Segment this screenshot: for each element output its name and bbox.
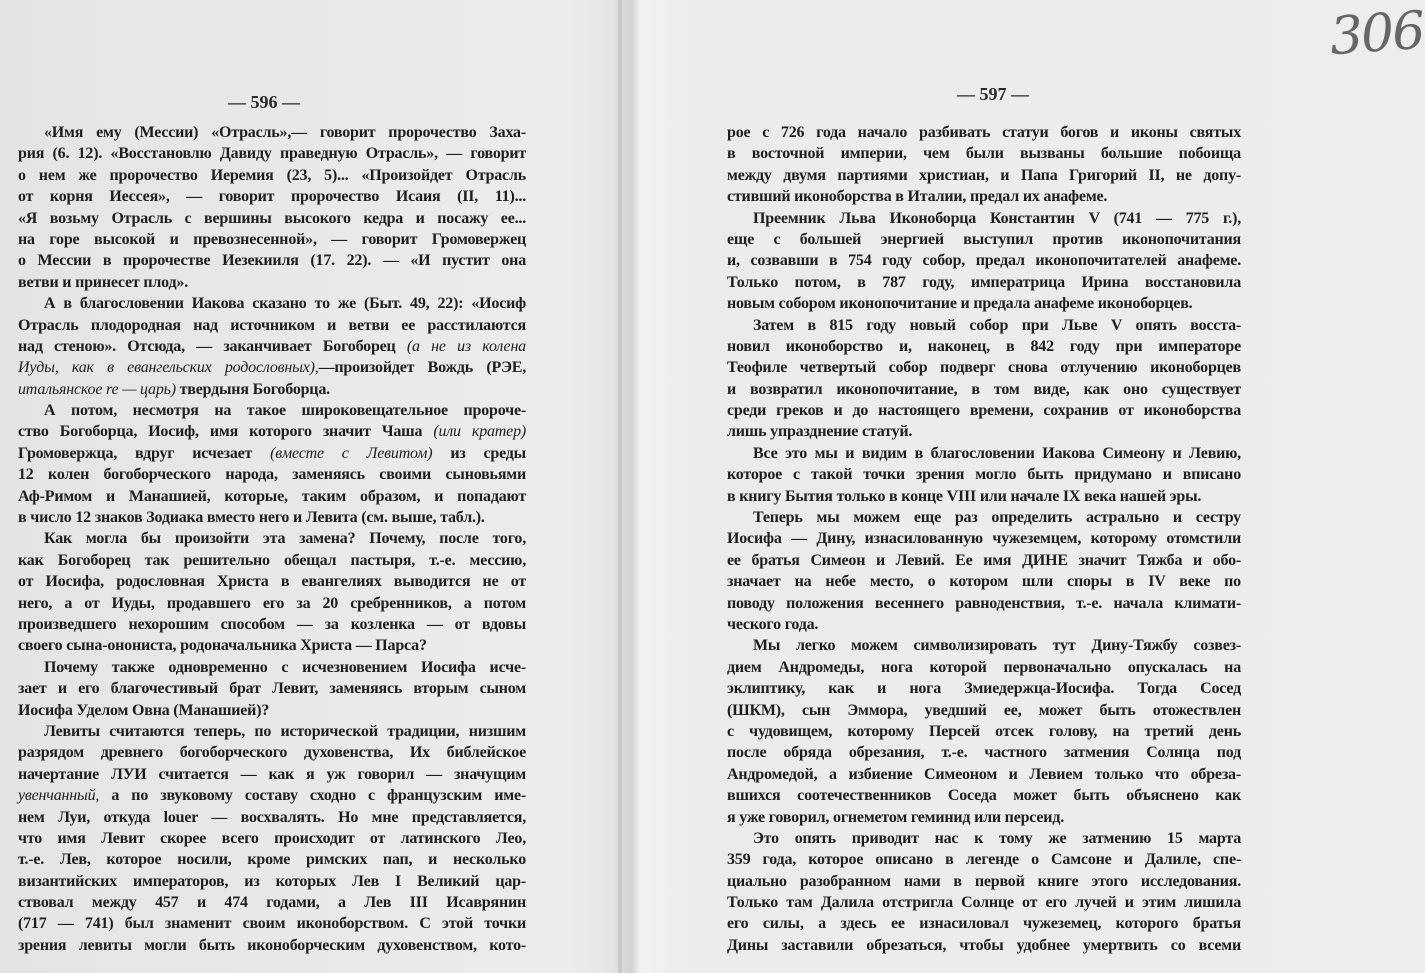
text-line: него, а от Иуды, продавшего его за 20 сребренников, а потом <box>18 594 526 612</box>
text-line <box>18 443 526 464</box>
text-line: между двумя партиями христиан, и Папа Григорий II, не допу- <box>727 166 1241 184</box>
text-line: что имя Левит скорее всего происходит от латинского Лео, <box>18 829 526 847</box>
text-segment: ство Богоборца, Иосиф, имя которого значит Чаша <box>18 423 434 441</box>
text-line: как Богоборец так решительно обещал пастыря, т.-е. мессию, <box>18 551 526 569</box>
italic-text: увенчанный, <box>18 787 100 805</box>
text-line: Как могла бы произойти эта замена? Почему, после того, <box>44 530 526 548</box>
text-line: от Иосифа, родословная Христа в евангелиях выводится не от <box>18 573 526 591</box>
text-line <box>18 379 526 400</box>
text-line: Это опять приводит нас к тому же затмению 15 марта <box>753 829 1241 847</box>
text-line: «Я возьму Отрасль с вершины высокого кедра и посажу ее... <box>18 209 526 227</box>
page-body <box>18 122 526 956</box>
book-gutter <box>618 0 622 973</box>
text-line: Теперь мы можем еще раз определить астрально и сестру <box>753 509 1241 527</box>
text-line: дием Андромеды, нога которой первоначально опускалась на <box>727 658 1241 676</box>
text-line: на горе высокой и превознесенной», — говорит Громовержец <box>18 230 526 248</box>
text-line: Дины заставили обрезаться, чтобы удобнее умертвить со всеми <box>727 936 1241 954</box>
text-line: Почему также одновременно с исчезновением Иосифа исче- <box>44 658 526 676</box>
text-segment: твердыня Богоборца. <box>175 380 330 398</box>
text-line: эклиптику, как и нога Змиедержца-Иосифа. Тогда Сосед <box>727 680 1241 698</box>
text-line: о нем же пророчество Иеремия (23, 5)... «Произойдет Отрасль <box>18 166 526 184</box>
text-line <box>18 785 526 806</box>
text-line: Левиты считаются теперь, по исторической традиции, низшим <box>44 722 526 740</box>
italic-text: (а не из колена <box>406 337 526 355</box>
text-line: новым собором иконопочитание и предала анафеме иконоборцев. <box>727 295 1193 313</box>
text-line: рое с 726 года начало разбивать статуи богов и иконы святых <box>727 124 1241 141</box>
page-number: — 597 — <box>957 84 1029 104</box>
text-line: ствовал между 457 и 474 годами, а Лев III Исаврянин <box>18 894 526 912</box>
text-line: и возвратил иконопочитание, в том виде, как оно существует <box>727 380 1241 398</box>
text-line: Теофиле четвертый собор подверг снова отлучению иконоборцев <box>727 359 1241 377</box>
text-line: рия (6. 12). «Восстановлю Давиду праведную Отрасль», — говорит <box>18 145 526 163</box>
text-line: ее братья Симеон и Левий. Ее имя ДИНЕ значит Тяжба и обо- <box>727 551 1241 569</box>
text-line: ветви и принесет плод». <box>18 273 189 291</box>
page-number: — 596 — <box>228 92 300 112</box>
text-line: я уже говорил, огнеметом геминид или персеид. <box>727 808 1065 826</box>
text-line: произведшего нехорошим способом — за козленка — от вдовы <box>18 615 526 633</box>
text-line: Отрасль плодородная над источником и ветви ее расстилаются <box>18 316 526 334</box>
right-page <box>727 0 1241 973</box>
text-line: Андромедой, а избиение Симеоном и Левием только что обреза- <box>727 765 1241 783</box>
text-line: Мы легко можем символизировать тут Дину-Тяжбу созвез- <box>753 637 1241 655</box>
text-line: зрения левиты могли быть иконоборческим духовенством, кото- <box>18 936 526 954</box>
text-line <box>18 357 526 378</box>
text-line: византийских императоров, из которых Лев I Великий цар- <box>18 872 526 890</box>
text-line: Иосифа — Дину, изнасилованную чужеземцем, которому отомстили <box>727 530 1241 548</box>
text-line: значает на небе место, о котором шли споры в IV веке по <box>727 573 1241 591</box>
text-line <box>18 421 526 442</box>
text-line: лишь упразднение статуй. <box>727 423 913 441</box>
text-line: т.-е. Лев, которое носили, кроме римских пап, и несколько <box>18 851 526 869</box>
text-line <box>18 336 526 357</box>
text-segment: над стеною». Отсюда, — заканчивает Богоборец <box>18 337 407 355</box>
text-line: (717 — 741) был знаменит своим иконоборством. С этой точки <box>18 915 526 933</box>
text-segment: а по звуковому составу сходно с французским име- <box>99 787 526 805</box>
text-line: Только там Далила отстригла Солнце от его лучей и этим лишила <box>727 894 1241 912</box>
text-line: «Имя ему (Мессии) «Отрасль»,— говорит пророчество Заха- <box>44 124 526 141</box>
text-line: поводу положения весеннего равноденствия, т.-е. начала климати- <box>727 594 1241 612</box>
text-line: и, созвавши в 754 году собор, предал иконопочитателей анафеме. <box>727 252 1241 270</box>
text-segment: Громовержца, вдруг исчезает <box>18 444 271 462</box>
text-line: (ШКМ), сын Эммора, уведший ее, может быть отожествлен <box>727 701 1241 719</box>
text-line: циально разобранном нами в первой книге этого исследования. <box>727 872 1241 890</box>
text-line: Преемник Льва Иконоборца Константин V (741 — 775 г.), <box>753 209 1241 227</box>
italic-text: Иуды, как в евангельских родословных), <box>18 359 319 377</box>
text-line: которое с такой точки зрения могло быть придумано и вписано <box>727 466 1241 484</box>
text-line: начертание ЛУИ считается — как я уж говорил — значущим <box>18 765 526 783</box>
text-line: от корня Иессея», — говорит пророчество Исаия (II, 11)... <box>18 188 526 206</box>
text-line: вшихся соотечественников Соседа может быть объяснено как <box>727 787 1241 805</box>
left-page <box>18 0 526 973</box>
text-segment: из среды <box>432 444 526 462</box>
italic-text: (или кратер) <box>433 423 526 441</box>
text-line: в книгу Бытия только в конце VIII или начале IX века нашей эры. <box>727 487 1202 505</box>
text-line: с чудовищем, которому Персей отсек голову, на третий день <box>727 722 1241 740</box>
text-line: стивший иконоборства в Италии, предал их анафеме. <box>727 188 1108 206</box>
text-segment: —произойдет Вождь (РЭЕ, <box>318 359 526 377</box>
text-line: Только потом, в 787 году, императрица Ирина восстановила <box>727 273 1241 291</box>
text-line: ческого года. <box>727 615 819 633</box>
text-line: после обряда обрезания, т.-е. частного затмения Солнца под <box>727 744 1241 762</box>
text-line: А потом, несмотря на такое широковещательное пророче- <box>44 402 526 420</box>
italic-text: итальянское re — царь) <box>18 380 176 398</box>
text-line: о Мессии в пророчестве Иезекииля (17. 22). — «И пустит она <box>18 252 526 270</box>
text-line: новил иконоборство и, наконец, в 842 году при императоре <box>727 337 1241 355</box>
text-line: 12 колен богоборческого народа, заменяясь своими сыновьями <box>18 466 526 484</box>
text-line: Аф-Римом и Манашией, которые, таким образом, и попадают <box>18 487 526 505</box>
text-line: среди греков и до настоящего времени, сохранив от иконоборства <box>727 402 1241 420</box>
italic-text: (вместе с Левитом) <box>270 444 433 462</box>
text-line: Все это мы и видим в благословении Иакова Симеону и Левию, <box>753 444 1241 462</box>
text-line: в число 12 знаков Зодиака вместо него и Левита (см. выше, табл.). <box>18 509 485 527</box>
text-line: еще с большей энергией выступил против иконопочитания <box>727 230 1241 248</box>
text-line: своего сына-онониста, родоначальника Христа — Парса? <box>18 637 427 655</box>
text-line: А в благословении Иакова сказано то же (Быт. 49, 22): «Иосиф <box>44 295 526 313</box>
text-line: в восточной империи, чем были вызваны большие побоища <box>727 145 1241 163</box>
text-line: нем Луи, откуда louer — восхвалять. Но мне представляется, <box>18 808 526 826</box>
text-line: его силы, а здесь ее изнасиловал чужеземец, которого братья <box>727 915 1241 933</box>
text-line: Затем в 815 году новый собор при Льве V опять восста- <box>753 316 1241 334</box>
text-line: зает и его благочестивый брат Левит, заменяясь вторым сыном <box>18 680 526 698</box>
text-line: разрядом древнего богоборческого духовенства, Их библейское <box>18 744 526 762</box>
handwritten-folio-number: 306 <box>1328 0 1425 68</box>
page-body <box>727 122 1241 956</box>
text-line: Иосифа Уделом Овна (Манашией)? <box>18 701 270 719</box>
text-line: 359 года, которое описано в легенде о Самсоне и Далиле, спе- <box>727 851 1241 869</box>
